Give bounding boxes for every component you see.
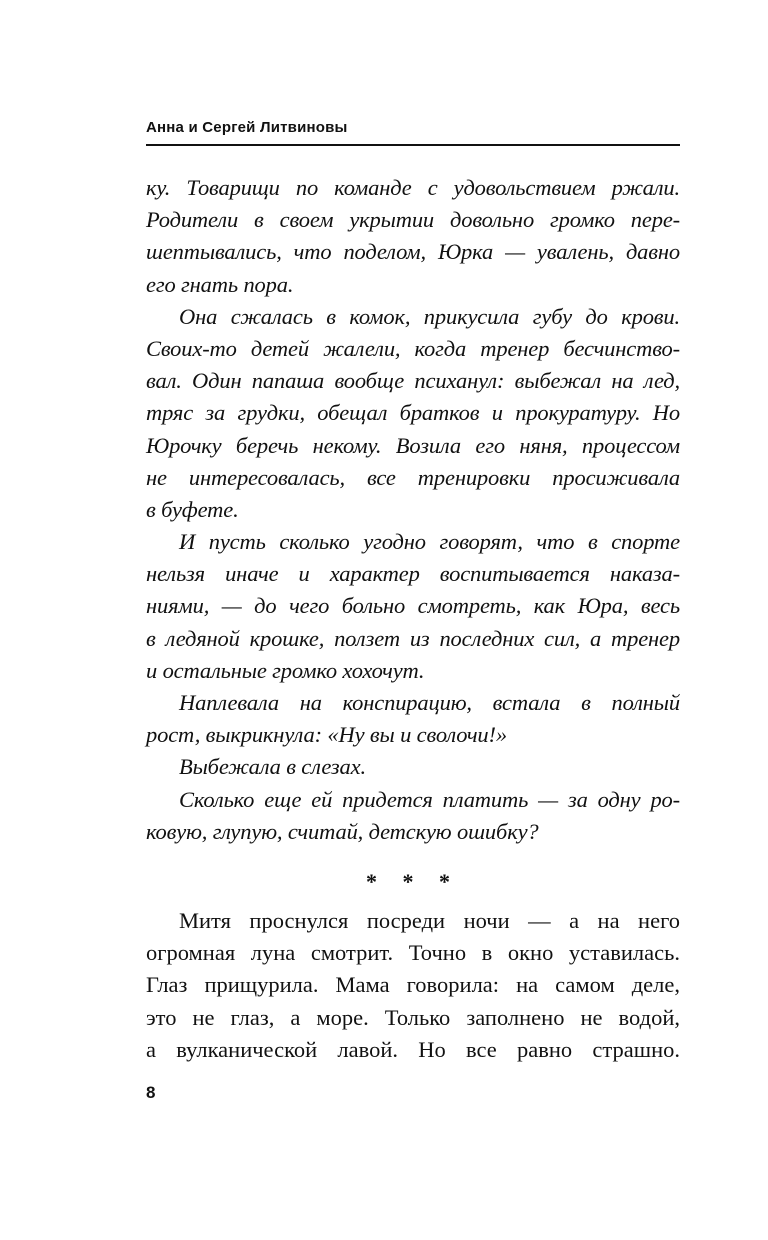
running-head-text: Анна и Сергей Литвиновы xyxy=(146,119,348,136)
text-line: Наплевала на конспирацию, встала в полный xyxy=(179,690,680,715)
text-line: в ледяной крошке, ползет из последних сил, а тренер xyxy=(146,625,680,651)
italic-text-block xyxy=(146,172,680,848)
roman-text-block xyxy=(146,905,680,1066)
text-line: И пусть сколько угодно говорят, что в спорте xyxy=(179,529,680,555)
text-line: Глаз прищурила. Мама говорила: на самом деле, xyxy=(146,972,680,998)
text-line: рост, выкрикнула: «Ну вы и сволочи!» xyxy=(146,722,507,748)
text-line: Выбежала в слезах. xyxy=(179,754,366,780)
text-line: Своих-то детей жалели, когда тренер бесчинство- xyxy=(146,335,680,361)
text-line: Митя проснулся посреди ночи — а на него xyxy=(179,908,680,933)
text-line: вал. Один папаша вообще психанул: выбежал на лед, xyxy=(146,368,680,394)
text-line: нельзя иначе и характер воспитывается наказа- xyxy=(146,561,680,587)
text-line: шептывались, что поделом, Юрка — увалень, давно xyxy=(146,239,680,265)
text-line: Родители в своем укрытии довольно громко пере- xyxy=(146,207,680,233)
section-separator: * * * xyxy=(366,869,460,894)
text-line: огромная луна смотрит. Точно в окно уставилась. xyxy=(146,940,680,966)
running-head xyxy=(146,118,680,146)
text-line: это не глаз, а море. Только заполнено не водой, xyxy=(146,1004,680,1030)
text-line: ниями, — до чего больно смотреть, как Юра, весь xyxy=(146,593,680,619)
text-line: тряс за грудки, обещал братков и прокуратуру. Но xyxy=(146,400,680,426)
text-line: его гнать пора. xyxy=(146,271,294,297)
text-line: Юрочку беречь некому. Возила его няня, процессом xyxy=(146,432,680,458)
text-line: Она сжалась в комок, прикусила губу до крови. xyxy=(179,303,680,329)
page-number: 8 xyxy=(146,1083,156,1102)
text-line: и остальные громко хохочут. xyxy=(146,657,425,683)
text-line: ковую, глупую, считай, детскую ошибку? xyxy=(146,818,539,844)
text-line: Сколько еще ей придется платить — за одну ро- xyxy=(179,786,680,812)
text-line: ку. Товарищи по команде с удовольствием ржали. xyxy=(146,175,680,200)
text-line: а вулканической лавой. Но все равно страшно. xyxy=(146,1036,680,1062)
text-line: в буфете. xyxy=(146,496,239,522)
text-line: не интересовалась, все тренировки просиживала xyxy=(146,464,680,490)
